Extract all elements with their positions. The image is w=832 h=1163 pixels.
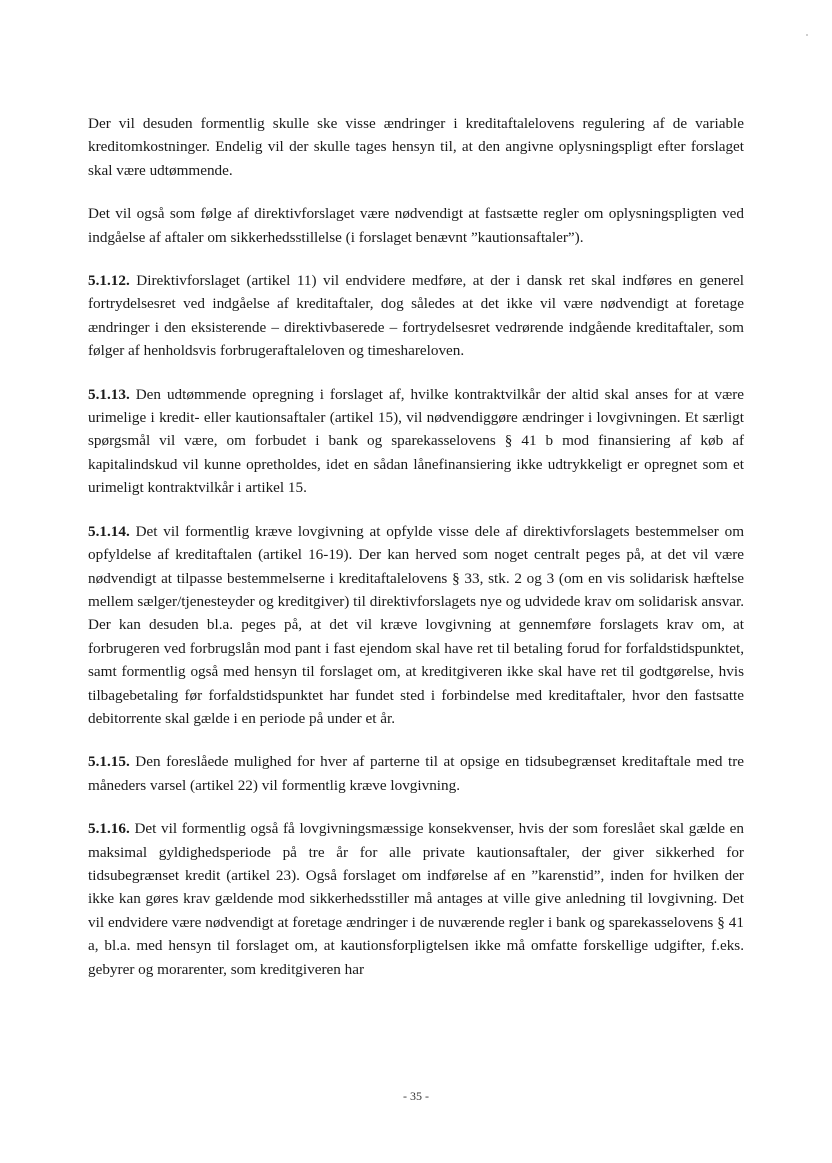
paragraph-text: Det vil også som følge af direktivforslaget være nødvendigt at fastsætte regler om oplysningspligten ved indgåelse af aftaler om sikkerhedsstillelse (i forslaget benævnt ”kautionsaftaler”).: [88, 205, 744, 246]
paragraph-5-1-14: [88, 520, 744, 731]
paragraph-text: Den foreslåede mulighed for hver af parterne til at opsige en tidsubegrænset kreditaftale med tre måneders varsel (artikel 22) vil formentlig kræve lovgivning.: [88, 753, 745, 794]
page-number: - 35 -: [403, 1089, 429, 1103]
paragraph-intro-2: [88, 202, 744, 249]
paragraph-text: Det vil formentlig også få lovgivningsmæssige konsekvenser, hvis der som foreslået skal gælde en maksimal gyldighedsperiode på tre år for alle private kautionsaftaler, der giver sikkerhed for tidsubegrænset kredit (artikel 23). Også forslaget om indførelse af en ”karenstid”, inden for hvilken der ikke kan gøres krav gældende mod sikkerhedsstiller må antages at ville give anledning til lovgivning. Det vil endvidere være nødvendigt at foretage ændringer i de nuværende regler i bank og sparekasselovens § 41 a, bl.a. med hensyn til forslaget om, at kautionsforpligtelsen ikke må omfatte forskellige udgifter, f.eks. gebyrer og morarenter, som kreditgiveren har: [88, 820, 745, 978]
paragraph-5-1-16: [88, 817, 744, 981]
paragraph-number: 5.1.13.: [88, 385, 130, 403]
paragraph-number: 5.1.12.: [88, 272, 130, 290]
paragraph-number: 5.1.16.: [88, 820, 130, 838]
paragraph-intro-1: [88, 112, 744, 182]
paragraph-text: Den udtømmende opregning i forslaget af, hvilke kontraktvilkår der altid skal anses for at være urimelige i kredit- eller kautionsaftaler (artikel 15), vil nødvendiggøre ændringer i lovgivningen. Et særligt spørgsmål vil være, om forbudet i bank og sparekasselovens § 41 b mod finansiering af køb af kapitalindskud vil kunne opretholdes, idet en sådan lånefinansiering ikke udtrykkeligt er opregnet som et urimeligt kontraktvilkår i artikel 15.: [88, 385, 744, 497]
paragraph-5-1-15: [88, 750, 744, 797]
paragraph-5-1-13: [88, 383, 744, 500]
document-body: [88, 112, 744, 1001]
paragraph-text: Direktivforslaget (artikel 11) vil endvidere medføre, at der i dansk ret skal indføres en generel fortrydelsesret ved indgåelse af kreditaftaler, dog således at det ikke vil være nødvendigt at foretage ændringer i den eksisterende – direktivbaserede – fortrydelsesret vedrørende indgående kreditaftaler, som følger af henholdsvis forbrugeraftaleloven og timeshareloven.: [88, 272, 745, 360]
paragraph-text: Det vil formentlig kræve lovgivning at opfylde visse dele af direktivforslagets bestemmelser om opfyldelse af kreditaftalen (artikel 16-19). Der kan herved som noget centralt peges på, at det vil være nødvendigt at tilpasse bestemmelserne i kreditaftalelovens § 33, stk. 2 og 3 (om en vis solidarisk hæftelse mellem sælger/tjenesteyder og kreditgiver) til direktivforslagets nye og udvidede krav om solidarisk ansvar. Der kan desuden bl.a. peges på, at det vil kræve lovgivning at gennemføre forslagets krav om, at forbrugeren ved forbrugslån mod pant i fast ejendom skal have ret til betaling forud for forfaldstidspunktet, samt formentlig også med hensyn til forslaget om, at kreditgiveren ikke skal have ret til godtgørelse, hvis tilbagebetaling før forfaldstidspunktet har fundet sted i forbindelse med kreditaftaler, hvor den fastsatte debitorrente skal gælde i en periode på under et år.: [88, 522, 745, 727]
paragraph-number: 5.1.14.: [88, 522, 130, 540]
paragraph-5-1-12: [88, 269, 744, 363]
paragraph-text: Der vil desuden formentlig skulle ske visse ændringer i kreditaftalelovens regulering af de variable kreditomkostninger. Endelig vil der skulle tages hensyn til, at den angivne oplysningspligt efter forslaget skal være udtømmende.: [88, 115, 744, 179]
paragraph-number: 5.1.15.: [88, 753, 130, 771]
scan-speck: [806, 34, 808, 36]
